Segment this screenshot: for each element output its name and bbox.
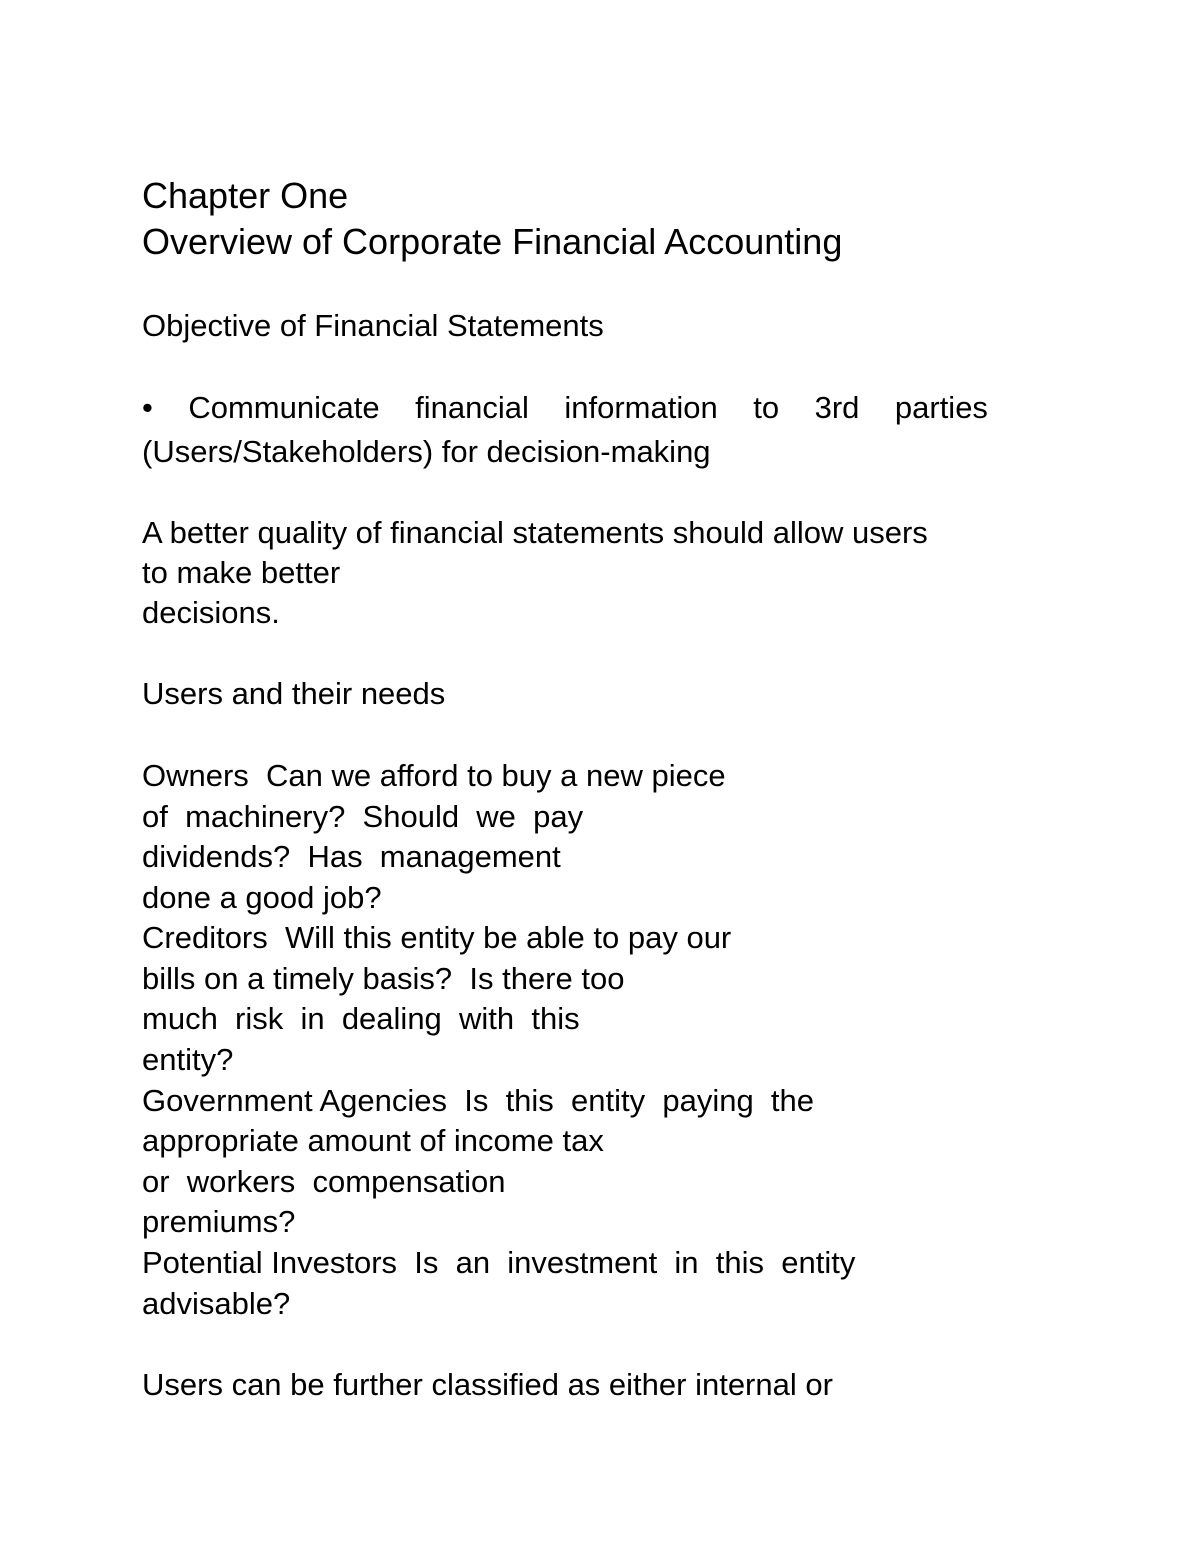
quality-paragraph-line-3: decisions. <box>142 595 280 630</box>
government-line-2: appropriate amount of income tax <box>142 1123 604 1158</box>
creditors-line-3: much risk in dealing with this <box>142 1001 580 1036</box>
bullet-symbol: • <box>142 390 153 425</box>
creditors-line-1: Creditors Will this entity be able to pay our <box>142 920 732 955</box>
investors-line-1: Potential Investors Is an investment in this entity <box>142 1245 856 1280</box>
owners-line-1: Owners Can we afford to buy a new piece <box>142 758 726 793</box>
owners-line-4: done a good job? <box>142 880 382 915</box>
government-line-4: premiums? <box>142 1204 296 1239</box>
bullet-word: information <box>564 390 718 425</box>
creditors-line-4: entity? <box>142 1042 234 1077</box>
bullet-word: Communicate <box>188 390 380 425</box>
chapter-label: Chapter One <box>142 175 349 216</box>
investors-line-2: advisable? <box>142 1286 291 1321</box>
section-heading-objective: Objective of Financial Statements <box>142 308 604 343</box>
chapter-title: Overview of Corporate Financial Accounting <box>142 221 843 262</box>
section-heading-users: Users and their needs <box>142 676 446 711</box>
owners-line-3: dividends? Has management <box>142 839 561 874</box>
bullet-word: parties <box>894 390 988 425</box>
bullet-word: to <box>753 390 780 425</box>
creditors-line-2: bills on a timely basis? Is there too <box>142 961 625 996</box>
government-line-1: Government Agencies Is this entity paying the <box>142 1083 815 1118</box>
bullet-line-2: (Users/Stakeholders) for decision-making <box>142 434 711 469</box>
bullet-line-1 <box>142 392 988 423</box>
bullet-word: financial <box>415 390 529 425</box>
classified-paragraph-line: Users can be further classified as either internal or <box>142 1367 833 1402</box>
bullet-word: 3rd <box>814 390 860 425</box>
quality-paragraph-line-1: A better quality of financial statements should allow users <box>142 515 928 550</box>
owners-line-2: of machinery? Should we pay <box>142 799 584 834</box>
government-line-3: or workers compensation <box>142 1164 506 1199</box>
quality-paragraph-line-2: to make better <box>142 555 341 590</box>
